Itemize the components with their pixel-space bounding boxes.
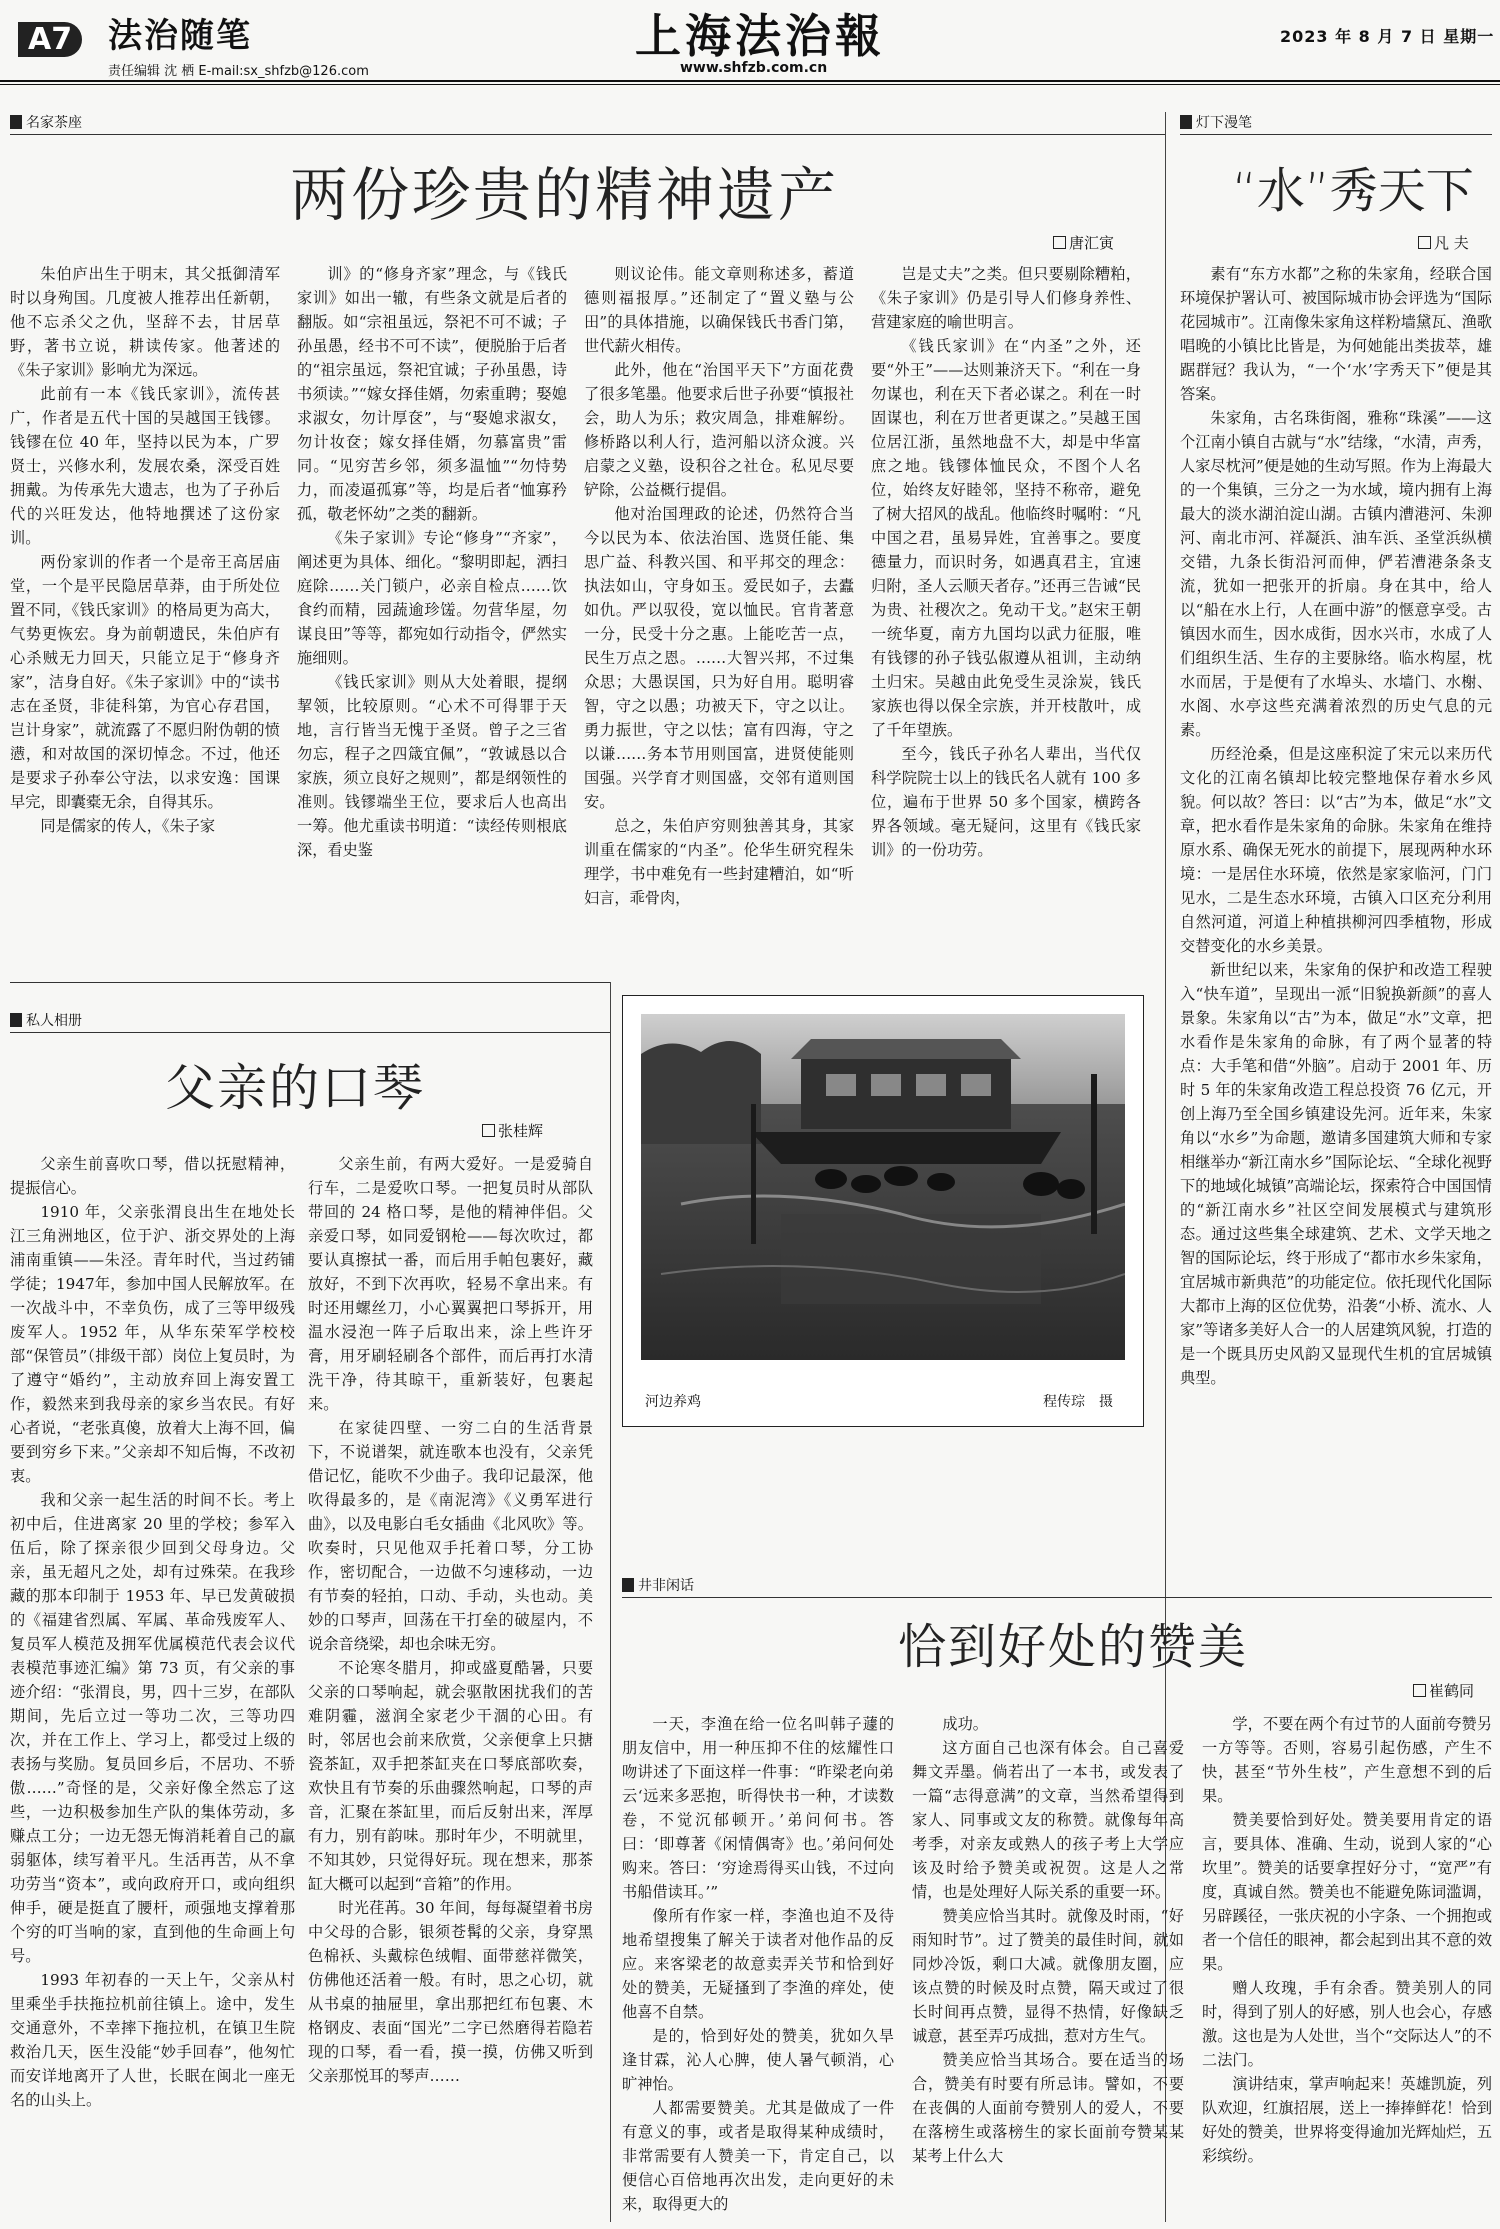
website-link[interactable]: www.shfzb.com.cn: [680, 60, 828, 76]
paragraph: 两份家训的作者一个是帝王高居庙堂，一个是平民隐居草莽，由于所处位置不同，《钱氏家训》的格局更为高大，气势更恢宏。身为前朝遗民，朱伯庐有心杀贼无力回天，只能立足于“修身齐家”，洁身自好。《朱子家训》中的“读书志在圣贤，非徒科第，为官心存君国，岂计身家”，就流露了不愿归附伪朝的愤懑，和对故国的深切悼念。不过，他还是要求子孙奉公守法，以求安逸：国课早完，即囊橐无余，自得其乐。: [10, 553, 280, 811]
paragraph: 朱家角，古名珠街阁，雅称“珠溪”——这个江南小镇自古就与“水”结缘，“水清，声秀，人家尽枕河”便是她的生动写照。作为上海最大的一个集镇，三分之一为水域，境内拥有上海最大的淡水湖泊淀山湖。古镇内漕港河、朱泖河、南北市河、祥凝浜、油车浜、圣堂浜纵横交错，九条长街沿河而伸，俨若漕港条条支流，犹如一把张开的折扇。身在其中，给人以“船在水上行，人在画中游”的惬意享受。古镇因水而生，因水成街，因水兴市，水成了人们组织生活、生存的主要脉络。临水构屋，枕水而居，于是便有了水埠头、水墙门、水榭、水阁、水亭这些充满着浓烈的历史气息的元素。: [1180, 409, 1492, 739]
article-title: 父亲的口琴: [165, 1059, 425, 1117]
paragraph: 赞美应恰当其时。就像及时雨，“好雨知时节”。过了赞美的最佳时间，就如同炒冷饭，剩口大减。就像朋友圈，应该点赞的时候及时点赞，隔天或过了很长时间再点赞，显得不热情，好像缺乏诚意，甚至弄巧成拙，惹对方生气。: [912, 1907, 1184, 2045]
paragraph: 赞美要恰到好处。赞美要用肯定的语言，要具体、准确、生动，说到人家的“心坎里”。赞美的话要拿捏好分寸，“宽严”有度，真诚自然。赞美也不能避免陈词滥调，另辟蹊径，一张庆祝的小字条、一个拥抱或者一个信任的眼神，都会起到出其不意的效果。: [1202, 1811, 1492, 1973]
column-rule: [10, 1032, 610, 1033]
paragraph: 历经沧桑，但是这座积淀了宋元以来历代文化的江南名镇却比较完整地保存着水乡风貌。何以故？答曰：以“古”为本，做足“水”文章，把水看作是朱家角的命脉。朱家角在维持原水系、确保无死水的前提下，展现两种水环境：一是居住水环境，依然是家家临河，门门见水，二是生态水环境，古镇入口区充分利用自然河道，河道上种植拱柳河四季植物，形成交替变化的水乡美景。: [1180, 745, 1492, 955]
paragraph: 至今，钱氏子孙名人辈出，当代仅科学院院士以上的钱氏名人就有 100 多位，遍布于世界 50 多个国家，横跨各界各领域。毫无疑问，这里有《钱氏家训》的一份功劳。: [871, 745, 1141, 859]
photo-caption: 河边养鸡: [645, 1394, 701, 1410]
paragraph: 朱伯庐出生于明末，其父抵御清军时以身殉国。几度被人推荐出任新朝，他不忘杀父之仇，坚辞不去，甘居草野，著书立说，耕读传家。他著述的《朱子家训》影响尤为深远。: [10, 265, 280, 379]
paragraph: 此前有一本《钱氏家训》，流传甚广，作者是五代十国的吴越国王钱镠。钱镠在位 40 年，坚持以民为本，广罗贤士，兴修水利，发展农桑，深受百姓拥戴。为传承先大遗志，也为了子孙后代的兴旺发达，他特地撰述了这份家训。: [10, 385, 280, 547]
byline: 张桂辉: [482, 1120, 543, 1141]
issue-date: 2023 年 8 月 7 日 星期一: [1280, 27, 1495, 46]
header-divider-thin: [0, 84, 1500, 85]
article-column-1: [10, 1152, 295, 2222]
column-mark-icon: [622, 1578, 634, 1592]
column-mark-icon: [10, 115, 22, 129]
paragraph: 新世纪以来，朱家角的保护和改造工程驶入“快车道”，呈现出一派“旧貌换新颜”的喜人景象。朱家角以“古”为本，做足“水”文章，把水看作是朱家角的命脉，有了两个显著的特点：大手笔和借“外脑”。启动于 2001 年、历时 5 年的朱家角改造工程总投资 76 亿元，开创上海乃至全国乡镇建设先河。近年来，朱家角以“水乡”为命题，邀请多国建筑大师和专家相继举办“新江南水乡”国际论坛、“全球化视野下的地域化城镇”高端论坛，探索符合中国国情的“新江南水乡”社区空间发展模式与建筑形态。通过这些集全球建筑、艺术、文学天地之智的国际论坛，终于形成了“都市水乡朱家角，宜居城市新典范”的功能定位。依托现代化国际大都市上海的区位优势，沿袭“小桥、流水、人家”等诸多美好人合一的人居建筑风貌，打造的是一个既具历史风韵又显现代生机的宜居城镇典型。: [1180, 961, 1492, 1387]
paragraph: 《朱子家训》专论“修身”“齐家”，阐述更为具体、细化。“黎明即起，洒扫庭除……关门锁户，必亲自检点……饮食约而精，园蔬逾珍馐。勿营华屋，勿谋良田”等等，都宛如行动指令，俨然实施细则。: [297, 529, 567, 667]
photo-credit: 程传琮 摄: [1043, 1394, 1113, 1410]
photo-frame: [622, 995, 1144, 1427]
paragraph: 一天，李渔在给一位名叫韩子蘧的朋友信中，用一种压抑不住的炫耀性口吻讲述了下面这样一件事：“昨梁老向弟云‘远来多恶抱，昕得快书一种，才读数卷，不觉沉郁顿开。’弟问何书。答曰：‘即尊著《闲情偶寄》也。’弟问何处购来。答曰：‘穷途焉得买山钱，不过向书船借读耳。’”: [622, 1715, 894, 1901]
paragraph: 《钱氏家训》则从大处着眼，提纲挈领，比较原则。“心术不可得罪于天地，言行皆当无愧于圣贤。曾子之三省勿忘，程子之四箴宜佩”，“敦诚恳以合家族，须立良好之规则”，都是纲领性的准则。钱镠端坐王位，要求后人也高出一筹。他尤重读书明道：“读经传则根底深，看史鉴: [297, 673, 567, 859]
paragraph: 赞美应恰当其场合。要在适当的场合，赞美有时要有所忌讳。譬如，不要在丧偶的人面前夸赞别人的爱人，不要在落榜生或落榜生的家长面前夸赞某某某考上什么大: [912, 2051, 1184, 2165]
paragraph: 像所有作家一样，李渔也迫不及待地希望搜集了解关于读者对他作品的反应。来客梁老的故意卖弄关节和恰到好处的赞美，无疑搔到了李渔的痒处，使他喜不自禁。: [622, 1907, 894, 2021]
byline: 唐汇寅: [1053, 232, 1114, 253]
byline: 凡 夫: [1418, 232, 1469, 253]
column-rule: [1180, 134, 1492, 135]
column-label: 私人相册: [10, 1010, 82, 1030]
paragraph: 1910 年，父亲张渭良出生在地处长江三角洲地区，位于沪、浙交界处的上海浦南重镇——朱泾。青年时代，当过药铺学徒；1947年，参加中国人民解放军。在一次战斗中，不幸负伤，成了三等甲级残废军人。1952 年，从华东荣军学校校部“保管员”（排级干部）岗位上复员时，为了遵守“婚约”，主动放弃回上海安置工作，毅然来到我母亲的家乡当农民。有好心者说，“老张真傻，放着大上海不回，偏要到穷乡下来。”父亲却不知后悔，不改初衷。: [10, 1203, 295, 1485]
paragraph: 1993 年初春的一天上午，父亲从村里乘坐手扶拖拉机前往镇上。途中，发生交通意外，不幸摔下拖拉机，在镇卫生院救治几天，医生没能“妙手回春”，他匆忙而安详地离开了人世，长眠在闽北一座无名的山头上。: [10, 1971, 295, 2109]
paragraph: 时光荏苒。30 年间，每每凝望着书房中父母的合影，银须苍髯的父亲，身穿黑色棉袄、头戴棕色绒帽、面带慈祥微笑，仿佛他还活着一般。有时，思之心切，就从书桌的抽屉里，拿出那把红布包裹、木格钢皮、表面“国光”二字已然磨得若隐若现的口琴，看一看，摸一摸，仿佛又听到父亲那悦耳的琴声……: [308, 1899, 593, 2085]
article-column-3: [1202, 1712, 1492, 2222]
column-rule: [622, 1597, 1492, 1598]
paragraph: 我和父亲一起生活的时间不长。考上初中后，住进离家 20 里的学校；参军入伍后，除了探亲很少回到父母身边。父亲，虽无超凡之处，却有过殊荣。在我珍藏的那本印制于 1953 年、早已发黄破损的《福建省烈属、军属、革命残废军人、复员军人模范及拥军优属模范代表会议代表模范事迹汇编》第 73 页，有父亲的事迹介绍：“张渭良，男，四十三岁，在部队期间，先后立过一等功二次，三等功四次，并在工作上、学习上，都受过上级的表扬与奖励。复员回乡后，不居功、不骄傲……”奇怪的是，父亲好像全然忘了这些，一边积极参加生产队的集体劳动，多赚点工分；一边无怨无悔消耗着自己的羸弱躯体，续写着平凡。生活再苦，从不拿功劳当“资本”，或向政府开口，或向组织伸手，硬是挺直了腰杆，顽强地支撑着那个穷的叮当响的家，直到他的生命画上句号。: [10, 1491, 295, 1965]
photo-illustration: [641, 1014, 1125, 1360]
article-column-1: [10, 262, 280, 962]
column-mark-icon: [10, 1013, 22, 1027]
article-title: 恰到好处的赞美: [898, 1619, 1249, 1675]
article-column-2: [912, 1712, 1184, 2222]
column-rule: [10, 134, 1165, 135]
paragraph: 则议论伟。能文章则称述多，蓄道德则福报厚。”还制定了“置义塾与公田”的具体措施，以确保钱氏书香门第，世代薪火相传。: [584, 265, 854, 355]
paragraph: 是的，恰到好处的赞美，犹如久旱逢甘霖，沁人心脾，使人暑气顿消，心旷神怡。: [622, 2027, 894, 2093]
section-title: 法治随笔: [108, 16, 252, 56]
article-title: 两份珍贵的精神遗产: [290, 161, 840, 229]
paragraph: 这方面自己也深有体会。自己喜爱舞文弄墨。倘若出了一本书，或发表了一篇“志得意满”的文章，当然希望得到家人、同事或文友的称赞。就像每年高考季，对亲友或熟人的孩子考上大学应该及时给予赞美或祝贺。这是人之常情，也是处理好人际关系的重要一环。: [912, 1739, 1184, 1901]
column-label: 名家茶座: [10, 112, 82, 132]
paragraph: 他对治国理政的论述，仍然符合当今以民为本、依法治国、选贤任能、集思广益、科教兴国、和平邦交的理念：执法如山，守身如玉。爱民如子，去蠹如仇。严以驭役，宽以恤民。官肯著意一分，民受十分之惠。上能吃苦一点，民生万点之恩。……大智兴邦，不过集众思；大愚误国，只为好自用。聪明睿智，守之以愚；功被天下，守之以让。勇力振世，守之以怯；富有四海，守之以谦……务本节用则国富，进贤使能则国强。兴学育才则国盛，交邻有道则国安。: [584, 505, 854, 811]
byline: 崔鹤同: [1413, 1680, 1474, 1701]
article-title: “水”秀天下: [1232, 163, 1474, 219]
photo-river-chickens: [641, 1014, 1125, 1360]
editor-line: 责任编辑 沈 栖 E-mail:sx_shfzb@126.com: [108, 64, 369, 79]
paragraph: 学，不要在两个有过节的人面前夸赞另一方等等。否则，容易引起伤感，产生不快，甚至“节外生枝”，产生意想不到的后果。: [1202, 1715, 1492, 1805]
paragraph: 成功。: [942, 1715, 988, 1733]
section-rule: [10, 982, 610, 983]
paragraph: 演讲结束，掌声响起来！英雄凯旋，列队欢迎，红旗招展，送上一捧捧鲜花！恰到好处的赞美，世界将变得逾加光辉灿烂，五彩缤纷。: [1202, 2075, 1492, 2165]
paragraph: 岂是丈夫”之类。但只要剔除糟粕，《朱子家训》仍是引导人们修身养性、营建家庭的喻世明言。: [871, 265, 1141, 331]
page-number: A7: [18, 22, 82, 57]
column-mark-icon: [1180, 115, 1192, 129]
paragraph: 赠人玫瑰，手有余香。赞美别人的同时，得到了别人的好感，别人也会心，存感激。这也是为人处世，当个“交际达人”的不二法门。: [1202, 1979, 1492, 2069]
article-column-2: [308, 1152, 593, 2222]
column-label: 灯下漫笔: [1180, 112, 1252, 132]
newspaper-masthead: 上海法治報: [635, 9, 885, 63]
header-divider: [0, 80, 1500, 82]
article-column-1: [622, 1712, 894, 2222]
paragraph: 总之，朱伯庐穷则独善其身，其家训重在儒家的“内圣”。伦华生研究程朱理学，书中难免有一些封建糟泊，如“听妇言，乖骨肉，: [584, 817, 854, 907]
paragraph: 父亲生前喜吹口琴，借以抚慰精神，提振信心。: [10, 1155, 295, 1197]
column-label: 井非闲话: [622, 1575, 694, 1595]
paragraph: 父亲生前，有两大爱好。一是爱骑自行车，二是爱吹口琴。一把复员时从部队带回的 24 格口琴，是他的精神伴侣。父亲爱口琴，如同爱钢枪——每次吹过，都要认真擦拭一番，而后用手帕包裹好，藏放好，不到下次再吹，轻易不拿出来。有时还用螺丝刀，小心翼翼把口琴拆开，用温水浸泡一阵子后取出来，涂上些许牙膏，用牙刷轻刷各个部件，而后再打水清洗干净，待其晾干，重新装好，包裹起来。: [308, 1155, 593, 1413]
vertical-divider: [610, 982, 611, 2222]
paragraph: 在家徒四壁、一穷二白的生活背景下，不说谱架，就连歌本也没有，父亲凭借记忆，能吹不少曲子。我印记最深，他吹得最多的，是《南泥湾》《义勇军进行曲》，以及电影白毛女插曲《北风吹》等。吹奏时，只见他双手托着口琴，分工协作，密切配合，一边做不匀速移动，一边有节奏的轻拍，口动、手动，头也动。美妙的口琴声，回荡在干打垒的破屋内，不说余音绕梁，却也余味无穷。: [308, 1419, 593, 1653]
article-column: [1180, 262, 1492, 1962]
paragraph: 训》的“修身齐家”理念，与《钱氏家训》如出一辙，有些条文就是后者的翻版。如“宗祖虽远，祭祀不可不诚；子孙虽愚，经书不可不读”，便脱胎于后者的“祖宗虽远，祭祀宜诚；子孙虽愚，诗书须读。”“嫁女择佳婿，勿索重聘；娶媳求淑女，勿计厚奁”，与“娶媳求淑女，勿计妆奁；嫁女择佳婿，勿慕富贵”雷同。“见穷苦乡邻，须多温恤”“勿恃势力，而凌逼孤寡”等，均是后者“恤寡矜孤，敬老怀幼”之类的翻新。: [297, 265, 567, 523]
article-column-4: [871, 262, 1141, 962]
page-number-badge: [0, 18, 100, 64]
paragraph: 《钱氏家训》在“内圣”之外，还要“外王”——达则兼济天下。“利在一身勿谋也，利在天下者必谋之。利在一时固谋也，利在万世者更谋之。”吴越王国位居江浙，虽然地盘不大，却是中华富庶之地。钱镠体恤民众，不图个人名位，始终友好睦邻，坚持不称帝，避免了树大招风的战乱。他临终时嘱咐：“凡中国之君，虽易异姓，宜善事之。要度德量力，而识时务，如遇真君主，宜速归附，圣人云顺天者存。”还再三告诫“民为贵、社稷次之。免动干戈。”赵宋王朝一统华夏，南方九国均以武力征服，唯有钱镠的孙子钱弘俶遵从祖训，主动纳土归宋。吴越由此免受生灵涂炭，钱氏家族也得以保全宗族，并开枝散叶，成了千年望族。: [871, 337, 1141, 739]
article-column-2: [297, 262, 567, 962]
paragraph: 人都需要赞美。尤其是做成了一件有意义的事，或者是取得某种成绩时，非常需要有人赞美一下，肯定自己，以便信心百倍地再次出发，走向更好的未来，取得更大的: [622, 2099, 894, 2213]
paragraph: 同是儒家的传人，《朱子家: [40, 817, 216, 835]
article-column-3: [584, 262, 854, 962]
paragraph: 此外，他在“治国平天下”方面花费了很多笔墨。他要求后世子孙要“慎报社会，助人为乐；救灾周急，排难解纷。修桥路以利人行，造河船以济众渡。兴启蒙之义塾，设积谷之社仓。私见尽要铲除，公益概行提倡。: [584, 361, 854, 499]
paragraph: 不论寒冬腊月，抑或盛夏酷暑，只要父亲的口琴响起，就会驱散困扰我们的苦难阴霾，滋润全家老少干涸的心田。有时，邻居也会前来欣赏，父亲便拿上只搪瓷茶缸，双手把茶缸夹在口琴底部吹奏，欢快且有节奏的乐曲骤然响起，口琴的声音，汇聚在茶缸里，而后反射出来，浑厚有力，别有韵味。那时年少，不明就里，不知其妙，只觉得好玩。现在想来，那茶缸大概可以起到“音箱”的作用。: [308, 1659, 593, 1893]
paragraph: 素有“东方水都”之称的朱家角，经联合国环境保护署认可、被国际城市协会评选为“国际花园城市”。江南像朱家角这样粉墙黛瓦、渔歌唱晚的小镇比比皆是，为何她能出类拔萃，雄踞群冠？我认为，“一个‘水’字秀天下”便是其答案。: [1180, 265, 1492, 403]
